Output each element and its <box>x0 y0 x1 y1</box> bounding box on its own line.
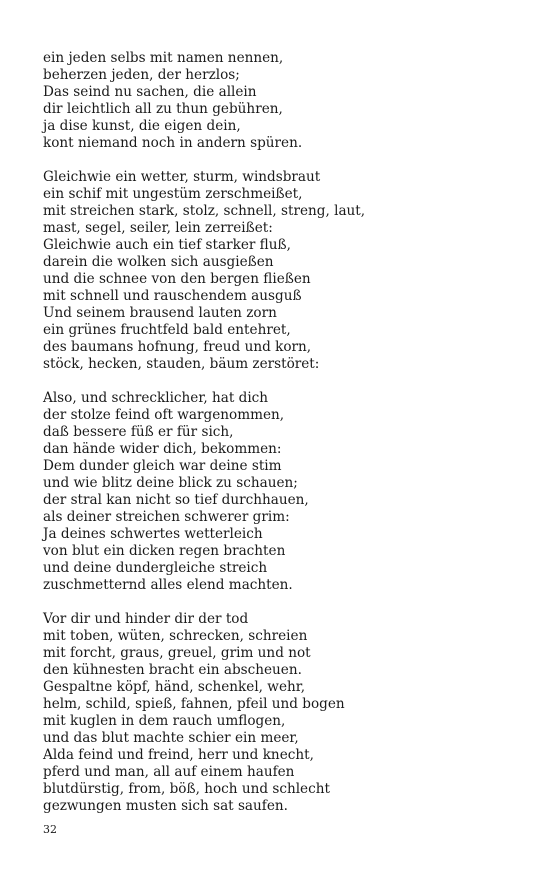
verse-line: und wie blitz deine blick zu schauen; <box>43 475 298 491</box>
verse-line: als deiner streichen schwerer grim: <box>43 509 290 525</box>
poem-text <box>43 50 523 832</box>
verse-line: zuschmetternd alles elend machten. <box>43 577 293 593</box>
verse-line: und deine dundergleiche streich <box>43 560 268 576</box>
verse-line: mit streichen stark, stolz, schnell, streng, laut, <box>43 203 366 219</box>
verse-line: ja dise kunst, die eigen dein, <box>43 118 241 134</box>
verse-line: helm, schild, spieß, fahnen, pfeil und bogen <box>43 696 345 712</box>
verse-line: ein schif mit ungestüm zerschmeißet, <box>43 186 303 202</box>
verse-line: den kühnesten bracht ein abscheuen. <box>43 662 302 678</box>
verse-line: Ja deines schwertes wetterleich <box>43 526 263 542</box>
stanza-3 <box>43 390 523 594</box>
verse-line: dir leichtlich all zu thun gebühren, <box>43 101 283 117</box>
stanza-1 <box>43 50 523 152</box>
verse-line: des baumans hofnung, freud und korn, <box>43 339 312 355</box>
verse-line: Gleichwie ein wetter, sturm, windsbraut <box>43 169 321 185</box>
page-number: 32 <box>43 823 57 836</box>
verse-line: der stolze feind oft wargenommen, <box>43 407 285 423</box>
verse-line: blutdürstig, from, böß, hoch und schlecht <box>43 781 330 797</box>
verse-line: Gespaltne köpf, händ, schenkel, wehr, <box>43 679 306 695</box>
stanza-4 <box>43 611 523 815</box>
verse-line: Vor dir und hinder dir der tod <box>43 611 249 627</box>
verse-line: ein jeden selbs mit namen nennen, <box>43 50 284 66</box>
verse-line: Alda feind und freind, herr und knecht, <box>43 747 314 763</box>
verse-line: gezwungen musten sich sat saufen. <box>43 798 288 814</box>
verse-line: mit kuglen in dem rauch umflogen, <box>43 713 286 729</box>
verse-line: mit schnell und rauschendem ausguß <box>43 288 302 304</box>
verse-line: von blut ein dicken regen brachten <box>43 543 286 559</box>
verse-line: mast, segel, seiler, lein zerreißet: <box>43 220 273 236</box>
verse-line: pferd und man, all auf einem haufen <box>43 764 295 780</box>
verse-line: Gleichwie auch ein tief starker fluß, <box>43 237 291 253</box>
verse-line: daß bessere füß er für sich, <box>43 424 234 440</box>
verse-line: kont niemand noch in andern spüren. <box>43 135 303 151</box>
verse-line: der stral kan nicht so tief durchhauen, <box>43 492 309 508</box>
verse-line: Und seinem brausend lauten zorn <box>43 305 277 321</box>
verse-line: mit forcht, graus, greuel, grim und not <box>43 645 311 661</box>
verse-line: stöck, hecken, stauden, bäum zerstöret: <box>43 356 320 372</box>
verse-line: darein die wolken sich ausgießen <box>43 254 274 270</box>
verse-line: dan hände wider dich, bekommen: <box>43 441 282 457</box>
verse-line: ein grünes fruchtfeld bald entehret, <box>43 322 291 338</box>
verse-line: und das blut machte schier ein meer, <box>43 730 299 746</box>
stanza-2 <box>43 169 523 373</box>
verse-line: mit toben, wüten, schrecken, schreien <box>43 628 308 644</box>
verse-line: beherzen jeden, der herzlos; <box>43 67 240 83</box>
verse-line: Das seind nu sachen, die allein <box>43 84 257 100</box>
verse-line: und die schnee von den bergen fließen <box>43 271 311 287</box>
verse-line: Also, und schrecklicher, hat dich <box>43 390 269 406</box>
verse-line: Dem dunder gleich war deine stim <box>43 458 282 474</box>
